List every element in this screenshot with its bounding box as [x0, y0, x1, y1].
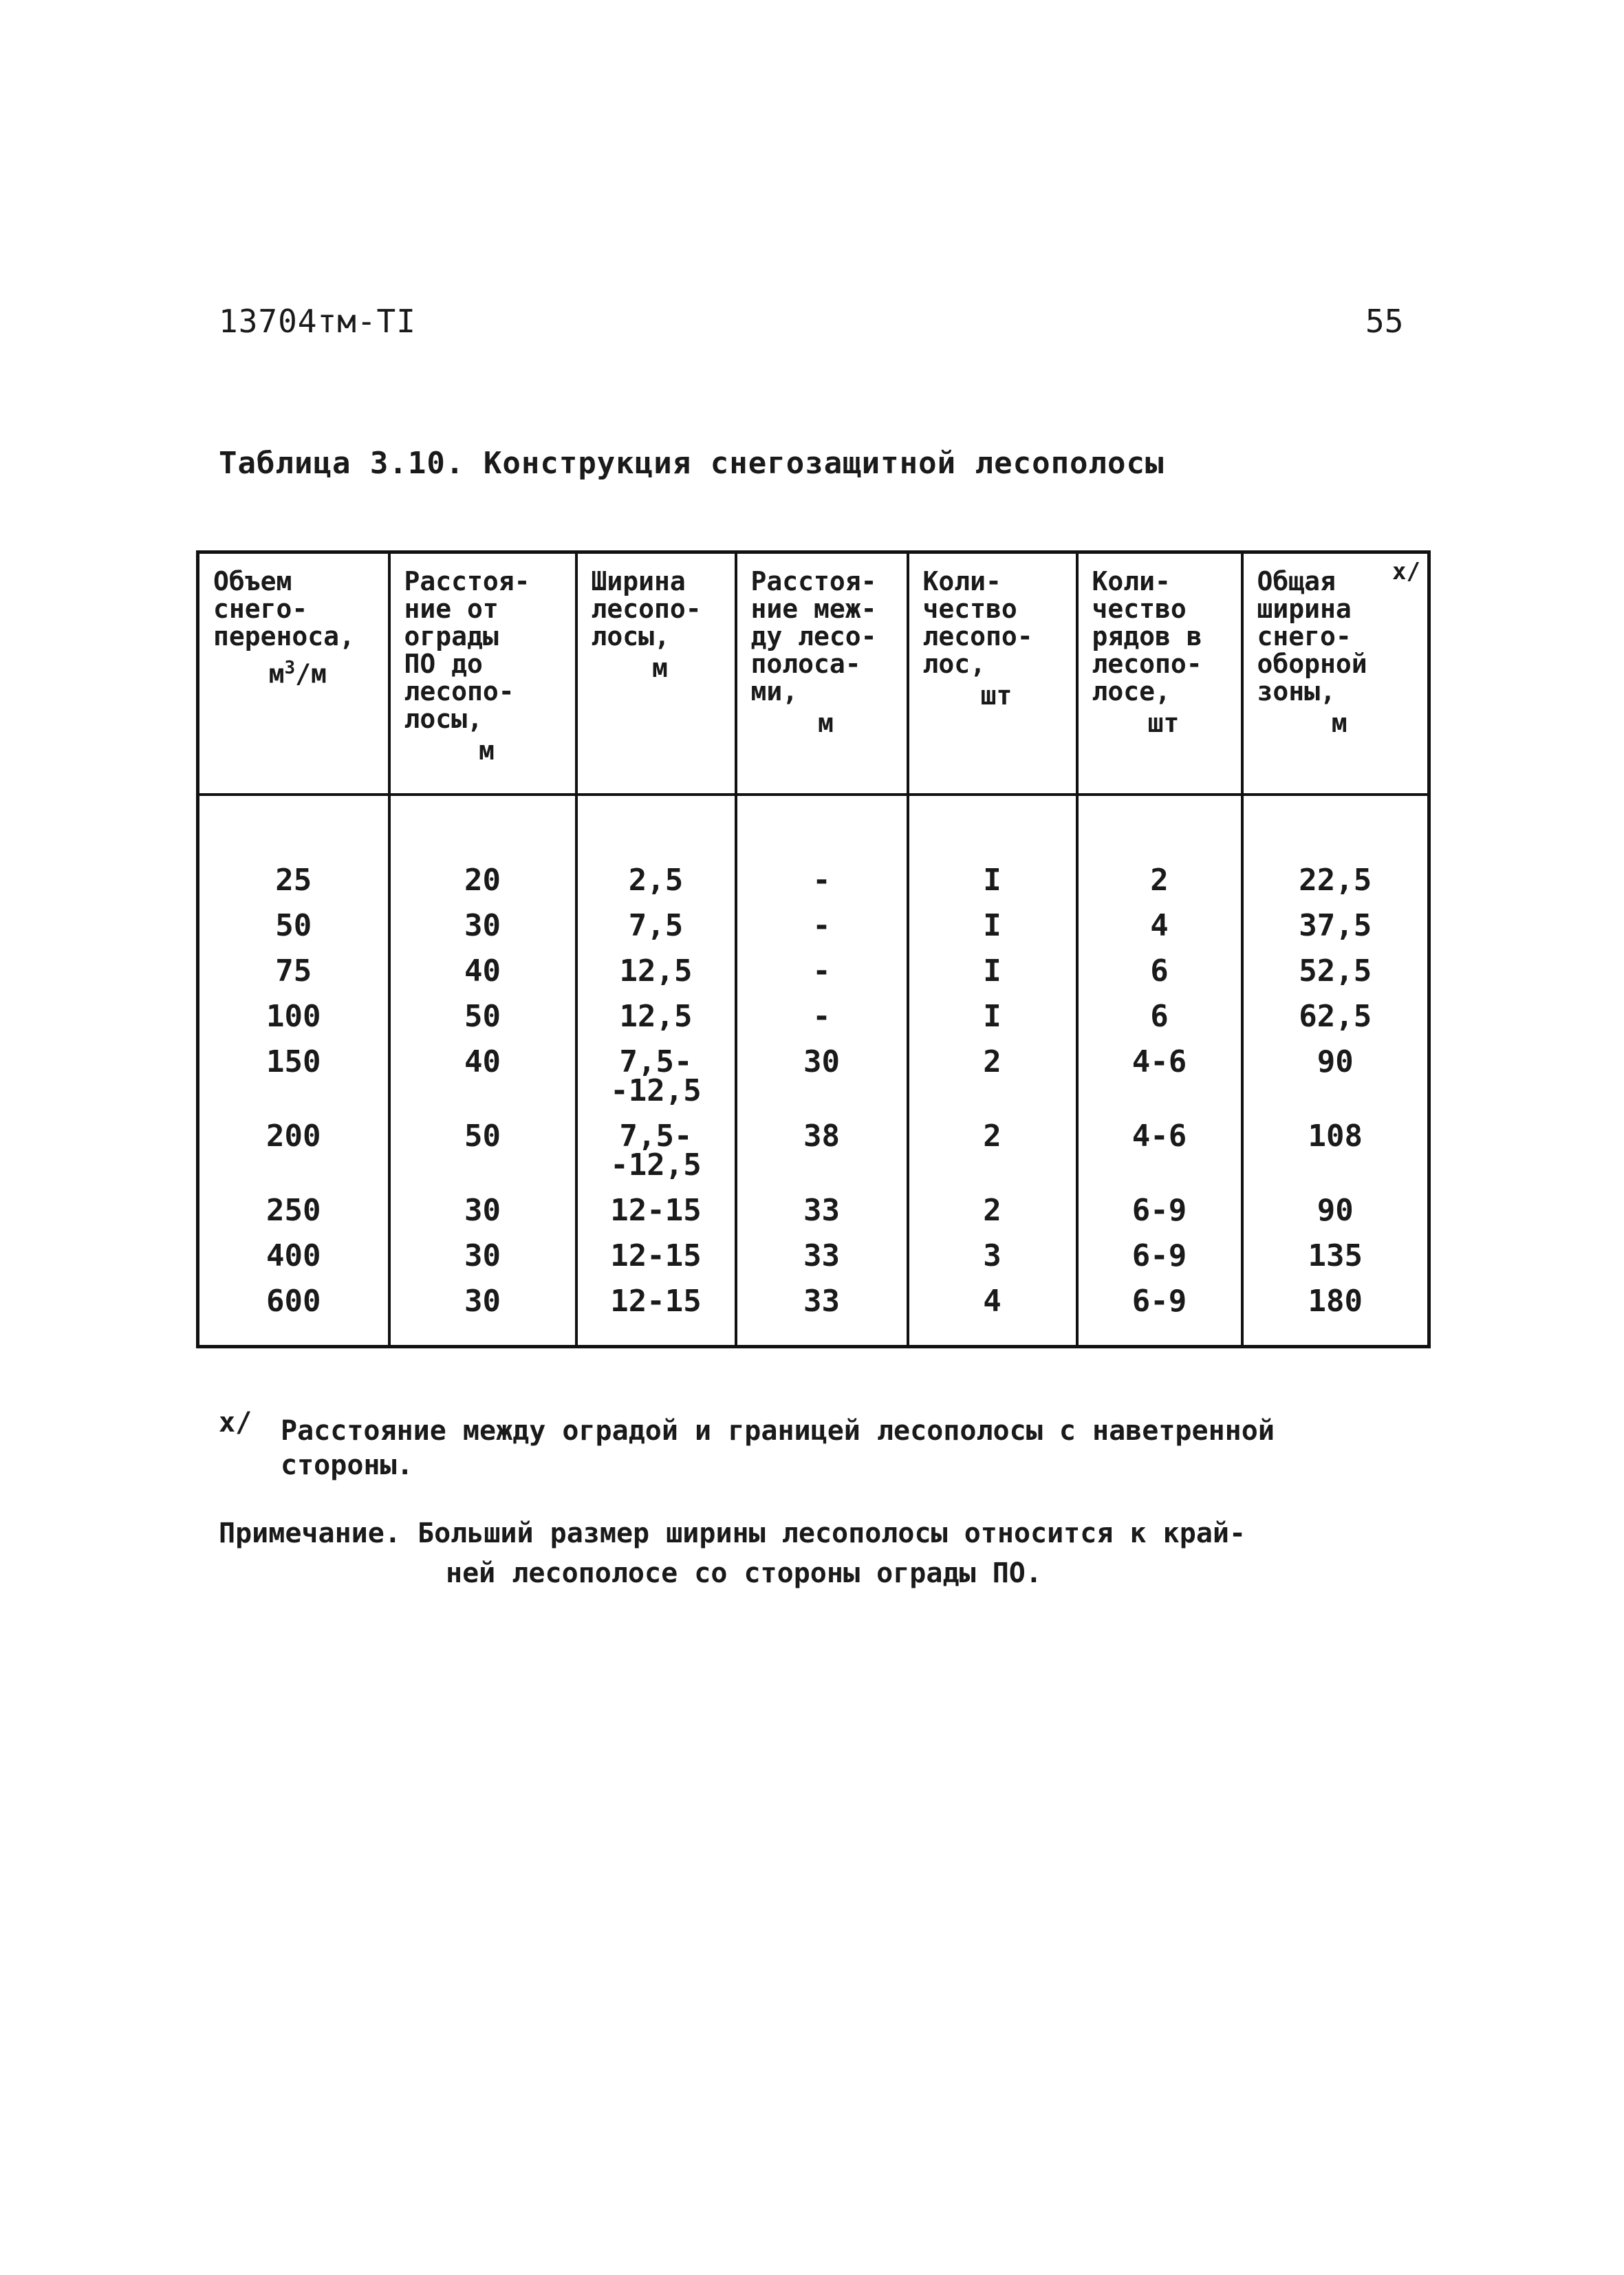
- header-line: ПО до: [404, 649, 483, 679]
- column-header-1: [198, 552, 389, 795]
- table-row: [198, 994, 1429, 1039]
- table-cell: 30: [736, 1039, 908, 1114]
- footnote: [219, 1407, 1388, 1482]
- table-cell: 6-9: [1077, 1188, 1242, 1233]
- table-cell: 12-15: [576, 1279, 736, 1347]
- table-cell: 40: [389, 1039, 576, 1114]
- document-code: 13704тм-TI: [219, 303, 416, 340]
- header-line: чество: [1092, 594, 1187, 624]
- table-cell: 180: [1242, 1279, 1429, 1347]
- table-cell: 2,5: [576, 795, 736, 903]
- table-row: [198, 1039, 1429, 1114]
- header-line: Расстоя-: [404, 566, 530, 596]
- column-header-5: [908, 552, 1077, 795]
- header-line: лосы,: [404, 704, 483, 734]
- header-unit: м: [479, 735, 495, 766]
- table-cell: 6: [1077, 949, 1242, 994]
- table-cell: 7,5: [576, 903, 736, 949]
- header-line: Коли-: [922, 566, 1002, 596]
- table-cell: 38: [736, 1114, 908, 1188]
- table-body: [198, 795, 1429, 1347]
- header-line: лесопо-: [591, 594, 702, 624]
- table-cell: 4: [1077, 903, 1242, 949]
- header-unit: м: [818, 708, 834, 738]
- header-line: Расстоя-: [750, 566, 877, 596]
- footnote-reference-mark: x/: [1392, 558, 1420, 585]
- table-note: [219, 1513, 1402, 1593]
- header-line: лосы,: [591, 621, 670, 651]
- table-cell: 100: [198, 994, 389, 1039]
- table-cell: 90: [1242, 1039, 1429, 1114]
- table-cell: 4-6: [1077, 1039, 1242, 1114]
- table-row: [198, 1188, 1429, 1233]
- header-line: Ширина: [591, 566, 686, 596]
- snow-protection-table: [196, 550, 1431, 1348]
- column-header-2: [389, 552, 576, 795]
- table-cell: 250: [198, 1188, 389, 1233]
- table-cell: I: [908, 903, 1077, 949]
- footnote-mark: x/: [219, 1407, 252, 1438]
- table-cell: -: [736, 795, 908, 903]
- table-cell: 108: [1242, 1114, 1429, 1188]
- header-line: лосе,: [1092, 676, 1171, 707]
- note-line-1: Примечание. Больший размер ширины лесополосы относится к край-: [219, 1518, 1246, 1549]
- table-cell: 33: [736, 1233, 908, 1279]
- table-cell: 600: [198, 1279, 389, 1347]
- header-line: лесопо-: [1092, 649, 1202, 679]
- table-cell: I: [908, 994, 1077, 1039]
- table-cell: 2: [908, 1039, 1077, 1114]
- table-cell: 12-15: [576, 1233, 736, 1279]
- table-cell: 90: [1242, 1188, 1429, 1233]
- table-row: [198, 1233, 1429, 1279]
- table-row: [198, 1279, 1429, 1347]
- header-unit: шт: [1147, 708, 1180, 738]
- table-cell: 62,5: [1242, 994, 1429, 1039]
- table-cell: 40: [389, 949, 576, 994]
- table-cell: 50: [198, 903, 389, 949]
- table-cell: 4: [908, 1279, 1077, 1347]
- header-line: оборной: [1257, 649, 1367, 679]
- header-line: снего-: [213, 594, 308, 624]
- header-line: ширина: [1257, 594, 1352, 624]
- header-line: лесопо-: [404, 676, 515, 707]
- unit-superscript: 3: [284, 658, 296, 678]
- page-number: 55: [1365, 303, 1404, 340]
- table-cell: 2: [908, 1114, 1077, 1188]
- table-cell: 30: [389, 1279, 576, 1347]
- table-cell: 400: [198, 1233, 389, 1279]
- header-line: Коли-: [1092, 566, 1171, 596]
- table-row: [198, 795, 1429, 903]
- table-cell: I: [908, 949, 1077, 994]
- header-unit: м: [1331, 708, 1347, 738]
- table-cell: 12,5: [576, 949, 736, 994]
- table-cell: 30: [389, 1188, 576, 1233]
- table-cell: 37,5: [1242, 903, 1429, 949]
- table-cell: 135: [1242, 1233, 1429, 1279]
- table-cell: 12,5: [576, 994, 736, 1039]
- table-cell: 30: [389, 903, 576, 949]
- table-cell: -: [736, 903, 908, 949]
- column-header-4: [736, 552, 908, 795]
- note-line-2: ней лесополосе со стороны ограды ПО.: [446, 1557, 1042, 1589]
- table-header-row: [198, 552, 1429, 795]
- header-line: ограды: [404, 621, 499, 651]
- table-cell: 200: [198, 1114, 389, 1188]
- header-line: ми,: [750, 676, 799, 707]
- header-unit: $м^3/м$: [268, 658, 327, 689]
- table-cell: 7,5- -12,5: [576, 1114, 736, 1188]
- table-cell: 30: [389, 1233, 576, 1279]
- table-cell: 33: [736, 1279, 908, 1347]
- table-caption: Таблица 3.10. Конструкция снегозащитной лесополосы: [219, 446, 1165, 481]
- column-header-7: [1242, 552, 1429, 795]
- header-line: рядов в: [1092, 621, 1202, 651]
- table-cell: 6-9: [1077, 1279, 1242, 1347]
- header-line: Общая: [1257, 566, 1336, 596]
- table-cell: 33: [736, 1188, 908, 1233]
- table-row: [198, 949, 1429, 994]
- header-line: переноса,: [213, 621, 355, 651]
- header-line: чество: [922, 594, 1017, 624]
- table-cell: 2: [1077, 795, 1242, 903]
- column-header-3: [576, 552, 736, 795]
- table-cell: I: [908, 795, 1077, 903]
- table-cell: 6-9: [1077, 1233, 1242, 1279]
- header-line: ние меж-: [750, 594, 877, 624]
- table-cell: 12-15: [576, 1188, 736, 1233]
- table-cell: -: [736, 949, 908, 994]
- table-cell: 4-6: [1077, 1114, 1242, 1188]
- table-cell: 22,5: [1242, 795, 1429, 903]
- header-line: зоны,: [1257, 676, 1336, 707]
- header-line: снего-: [1257, 621, 1352, 651]
- header-line: лос,: [922, 649, 986, 679]
- header-line: полоса-: [750, 649, 861, 679]
- table-cell: 3: [908, 1233, 1077, 1279]
- header-unit: шт: [980, 680, 1013, 711]
- header-line: ние от: [404, 594, 499, 624]
- table-cell: 50: [389, 1114, 576, 1188]
- table-cell: 20: [389, 795, 576, 903]
- header-line: Объем: [213, 566, 292, 596]
- table-cell: -: [736, 994, 908, 1039]
- table-cell: 6: [1077, 994, 1242, 1039]
- table-cell: 25: [198, 795, 389, 903]
- footnote-text: Расстояние между оградой и границей лесополосы с наветренной стороны.: [281, 1415, 1275, 1481]
- table-cell: 2: [908, 1188, 1077, 1233]
- table-cell: 50: [389, 994, 576, 1039]
- table-row: [198, 1114, 1429, 1188]
- table-cell: 7,5- -12,5: [576, 1039, 736, 1114]
- header-unit: м: [652, 653, 668, 683]
- table-cell: 150: [198, 1039, 389, 1114]
- header-line: ду лесо-: [750, 621, 877, 651]
- table-row: [198, 903, 1429, 949]
- table-cell: 52,5: [1242, 949, 1429, 994]
- table-cell: 75: [198, 949, 389, 994]
- column-header-6: [1077, 552, 1242, 795]
- header-line: лесопо-: [922, 621, 1033, 651]
